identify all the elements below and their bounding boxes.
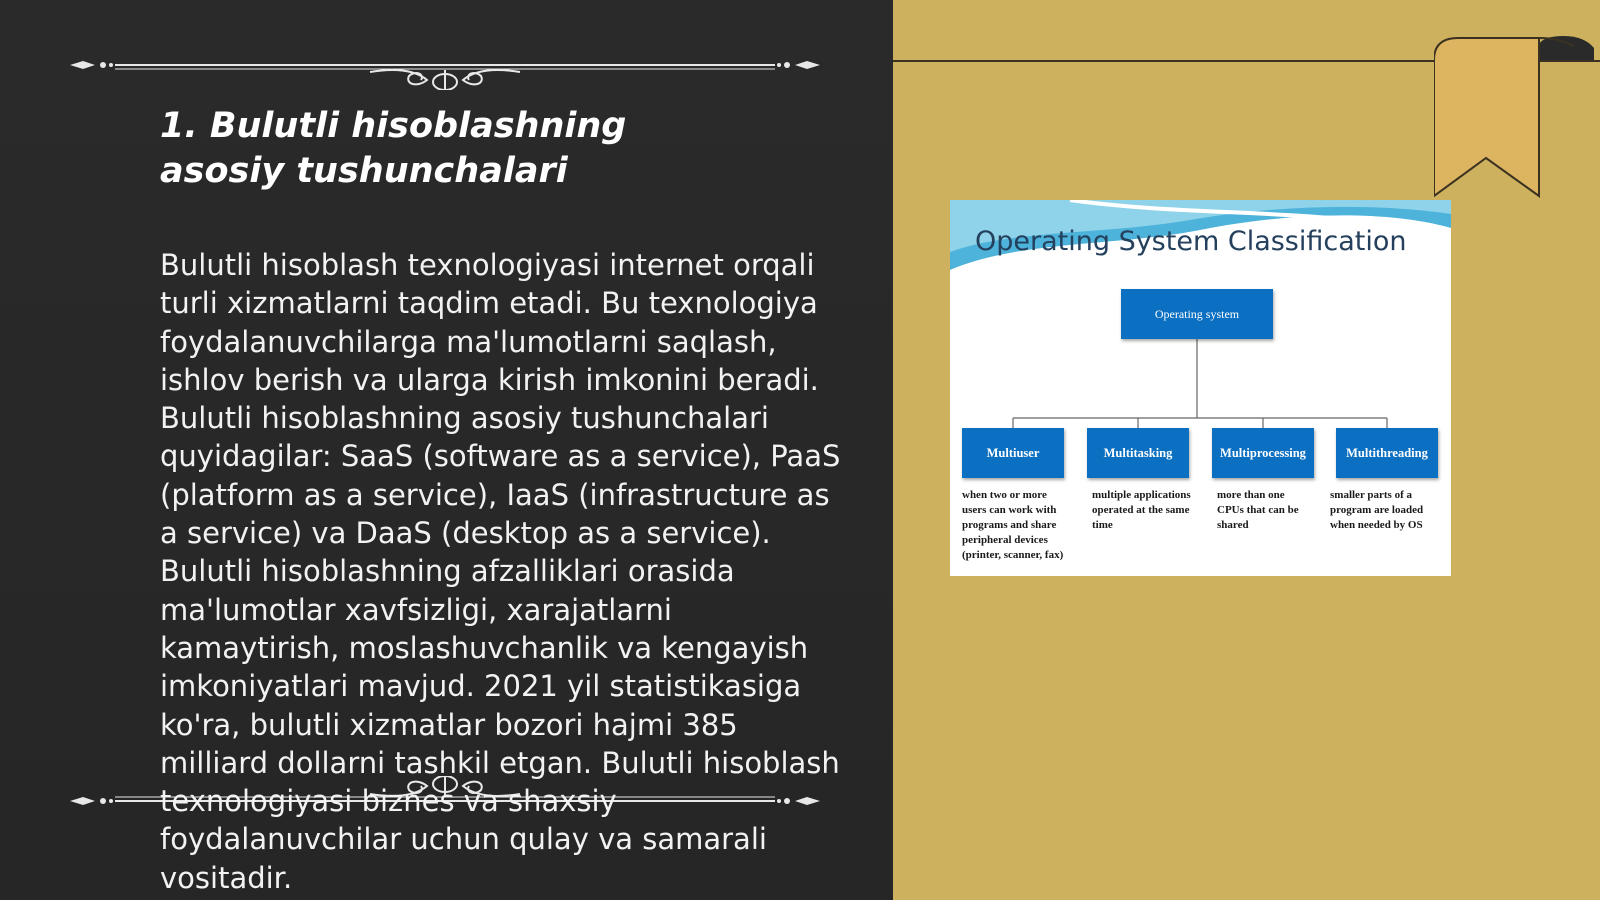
slide-title: 1. Bulutli hisoblashning asosiy tushunchalari — [160, 106, 627, 191]
multiuser-description: when two or more users can work with programs and share peripheral devices (printer, scanner, fax) — [962, 489, 1064, 561]
slide-body-text: Bulutli hisoblash texnologiyasi internet orqali turli xizmatlarni taqdim etadi. Bu texnologiya foydalanuvchilarga ma'lumotlarni saqlash, ishlov berish va ularga kirish imkonini beradi. Bulutli hisoblashning asosiy tushunchalari quyidagilar: SaaS (software as a service), PaaS (platform as a service), IaaS (infrastructure as a service) va DaaS (desktop as a service). Bulutli hisoblashning afzalliklari orasida ma'lumotlar xavfsizligi, xarajatlarni kamaytirish, moslashuvchanlik va kengayish imkoniyatlari mavjud. 2021 yil statistikasiga ko'ra, bulutli xizmatlar bozori hajmi 385 milliard dollarni tashkil etgan. Bulutli hisoblash texnologiyasi biznes va shaxsiy foydalanuvchilar uchun qulay va samarali vositadir. — [160, 248, 841, 895]
multithreading-node: Multithreading — [1336, 428, 1438, 478]
ribbon-bookmark-icon — [1434, 32, 1600, 202]
top-scroll-ornament-icon — [65, 40, 825, 90]
multiprocessing-node: Multiprocessing — [1212, 428, 1314, 478]
multiuser-node: Multiuser — [962, 428, 1064, 478]
multitasking-description: multiple applications operated at the same time — [1092, 489, 1191, 531]
multitasking-node: Multitasking — [1087, 428, 1189, 478]
os-classification-figure — [950, 200, 1451, 576]
multiprocessing-description: more than one CPUs that can be shared — [1217, 489, 1299, 531]
figure-title: Operating System Classification — [975, 226, 1407, 257]
os-root-node: Operating system — [1121, 289, 1273, 339]
multithreading-description: smaller parts of a program are loaded when needed by OS — [1330, 489, 1424, 531]
